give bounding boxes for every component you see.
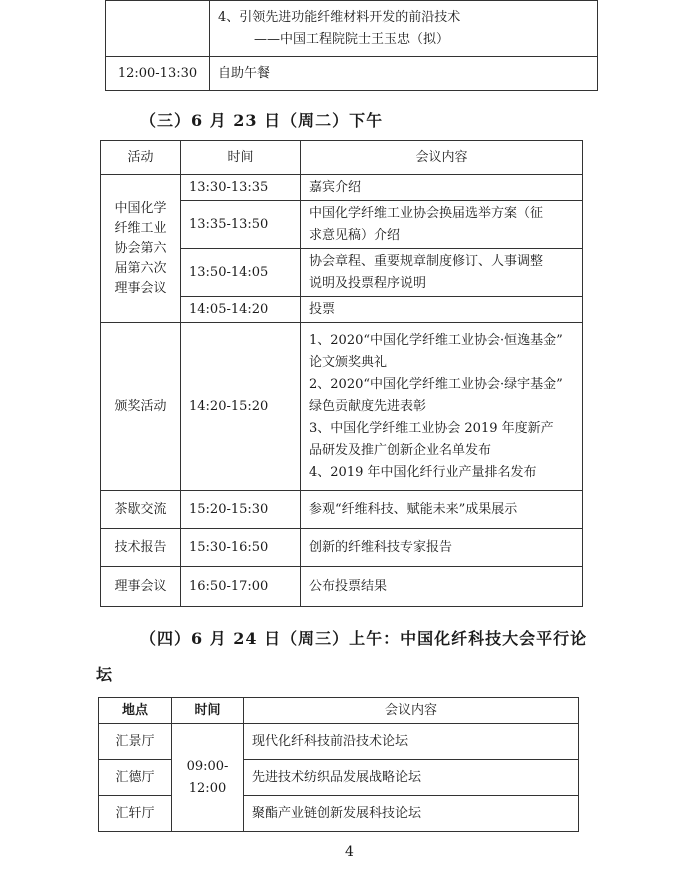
header-place: 地点: [99, 698, 172, 724]
content-cell: [210, 1, 598, 57]
activity-cell: 颁奖活动: [101, 323, 181, 491]
header-content: 会议内容: [244, 698, 579, 724]
activity-line: 理事会议: [114, 280, 167, 296]
time-cell: 14:20-15:20: [181, 323, 301, 491]
activity-cell: 理事会议: [101, 567, 181, 607]
header-time: 时间: [172, 698, 244, 724]
content-cell: 聚酯产业链创新发展科技论坛: [244, 796, 579, 832]
activity-cell: 茶歇交流: [101, 491, 181, 529]
activity-line: 届第六次: [114, 260, 167, 276]
content-line: 论文颁奖典礼: [309, 354, 388, 370]
content-cell: 自助午餐: [210, 57, 598, 91]
activity-line: 中国化学: [114, 200, 167, 216]
place-cell: 汇景厅: [99, 724, 172, 760]
time-cell: 13:50-14:05: [181, 249, 301, 297]
content-line: 4、2019 年中国化纤行业产量排名发布: [309, 464, 537, 480]
section3-heading: （三）6 月 23 日（周二）下午: [140, 111, 384, 130]
content-cell: [301, 201, 583, 249]
content-cell: 创新的纤维科技专家报告: [301, 529, 583, 567]
content-cell: 投票: [301, 297, 583, 323]
table-row: [101, 529, 583, 567]
time-cell: 14:05-14:20: [181, 297, 301, 323]
time-cell: 12:00-13:30: [106, 57, 210, 91]
header-activity: 活动: [101, 141, 181, 175]
content-line: 绿色贡献度先进表彰: [309, 398, 427, 414]
activity-cell: [101, 175, 181, 323]
table-row: [101, 175, 583, 201]
section4-heading-cont: 坛: [96, 665, 114, 684]
content-line: 4、引领先进功能纤维材料开发的前沿技术: [218, 9, 461, 25]
time-cell: 13:30-13:35: [181, 175, 301, 201]
place-cell: 汇轩厅: [99, 796, 172, 832]
time-cell: 13:35-13:50: [181, 201, 301, 249]
table-row: [106, 57, 598, 91]
page-number: 4: [345, 844, 354, 860]
table-row: [99, 796, 579, 832]
empty-cell: [106, 1, 210, 57]
table-row: [101, 491, 583, 529]
content-line: 求意见稿）介绍: [309, 227, 401, 243]
time-cell: 16:50-17:00: [181, 567, 301, 607]
content-cell: [301, 323, 583, 491]
content-cell: 嘉宾介绍: [301, 175, 583, 201]
content-cell: 先进技术纺织品发展战略论坛: [244, 760, 579, 796]
time-cell: 15:20-15:30: [181, 491, 301, 529]
header-row: [101, 141, 583, 175]
agenda-table-23: [100, 140, 583, 607]
table-row: [99, 724, 579, 760]
time-cell: 09:00-12:00: [172, 724, 244, 832]
lunch-table: [105, 0, 598, 91]
content-line: 1、2020“中国化学纤维工业协会·恒逸基金”: [309, 332, 563, 348]
header-content: 会议内容: [301, 141, 583, 175]
section4-heading: （四）6 月 24 日（周三）上午：中国化纤科技大会平行论: [140, 629, 588, 648]
content-line: 品研发及推广创新企业名单发布: [309, 442, 492, 458]
content-line: 中国化学纤维工业协会换届选举方案（征: [309, 205, 544, 221]
activity-cell: 技术报告: [101, 529, 181, 567]
header-row: [99, 698, 579, 724]
place-cell: 汇德厅: [99, 760, 172, 796]
table-row: [101, 567, 583, 607]
content-cell: 参观“纤维科技、赋能未来”成果展示: [301, 491, 583, 529]
content-line: 协会章程、重要规章制度修订、人事调整: [309, 253, 544, 269]
content-line: 3、中国化学纤维工业协会 2019 年度新产: [309, 420, 554, 436]
content-cell: 现代化纤科技前沿技术论坛: [244, 724, 579, 760]
table-row: [106, 1, 598, 57]
activity-line: 协会第六: [114, 240, 167, 256]
forum-table-24: [98, 697, 579, 832]
header-time: 时间: [181, 141, 301, 175]
table-row: [101, 323, 583, 491]
content-cell: [301, 249, 583, 297]
content-line: 说明及投票程序说明: [309, 275, 427, 291]
table-row: [99, 760, 579, 796]
time-cell: 15:30-16:50: [181, 529, 301, 567]
content-line: ——中国工程院院士王玉忠（拟）: [254, 31, 450, 47]
content-cell: 公布投票结果: [301, 567, 583, 607]
content-line: 2、2020“中国化学纤维工业协会·绿宇基金”: [309, 376, 563, 392]
activity-line: 纤维工业: [114, 220, 167, 236]
